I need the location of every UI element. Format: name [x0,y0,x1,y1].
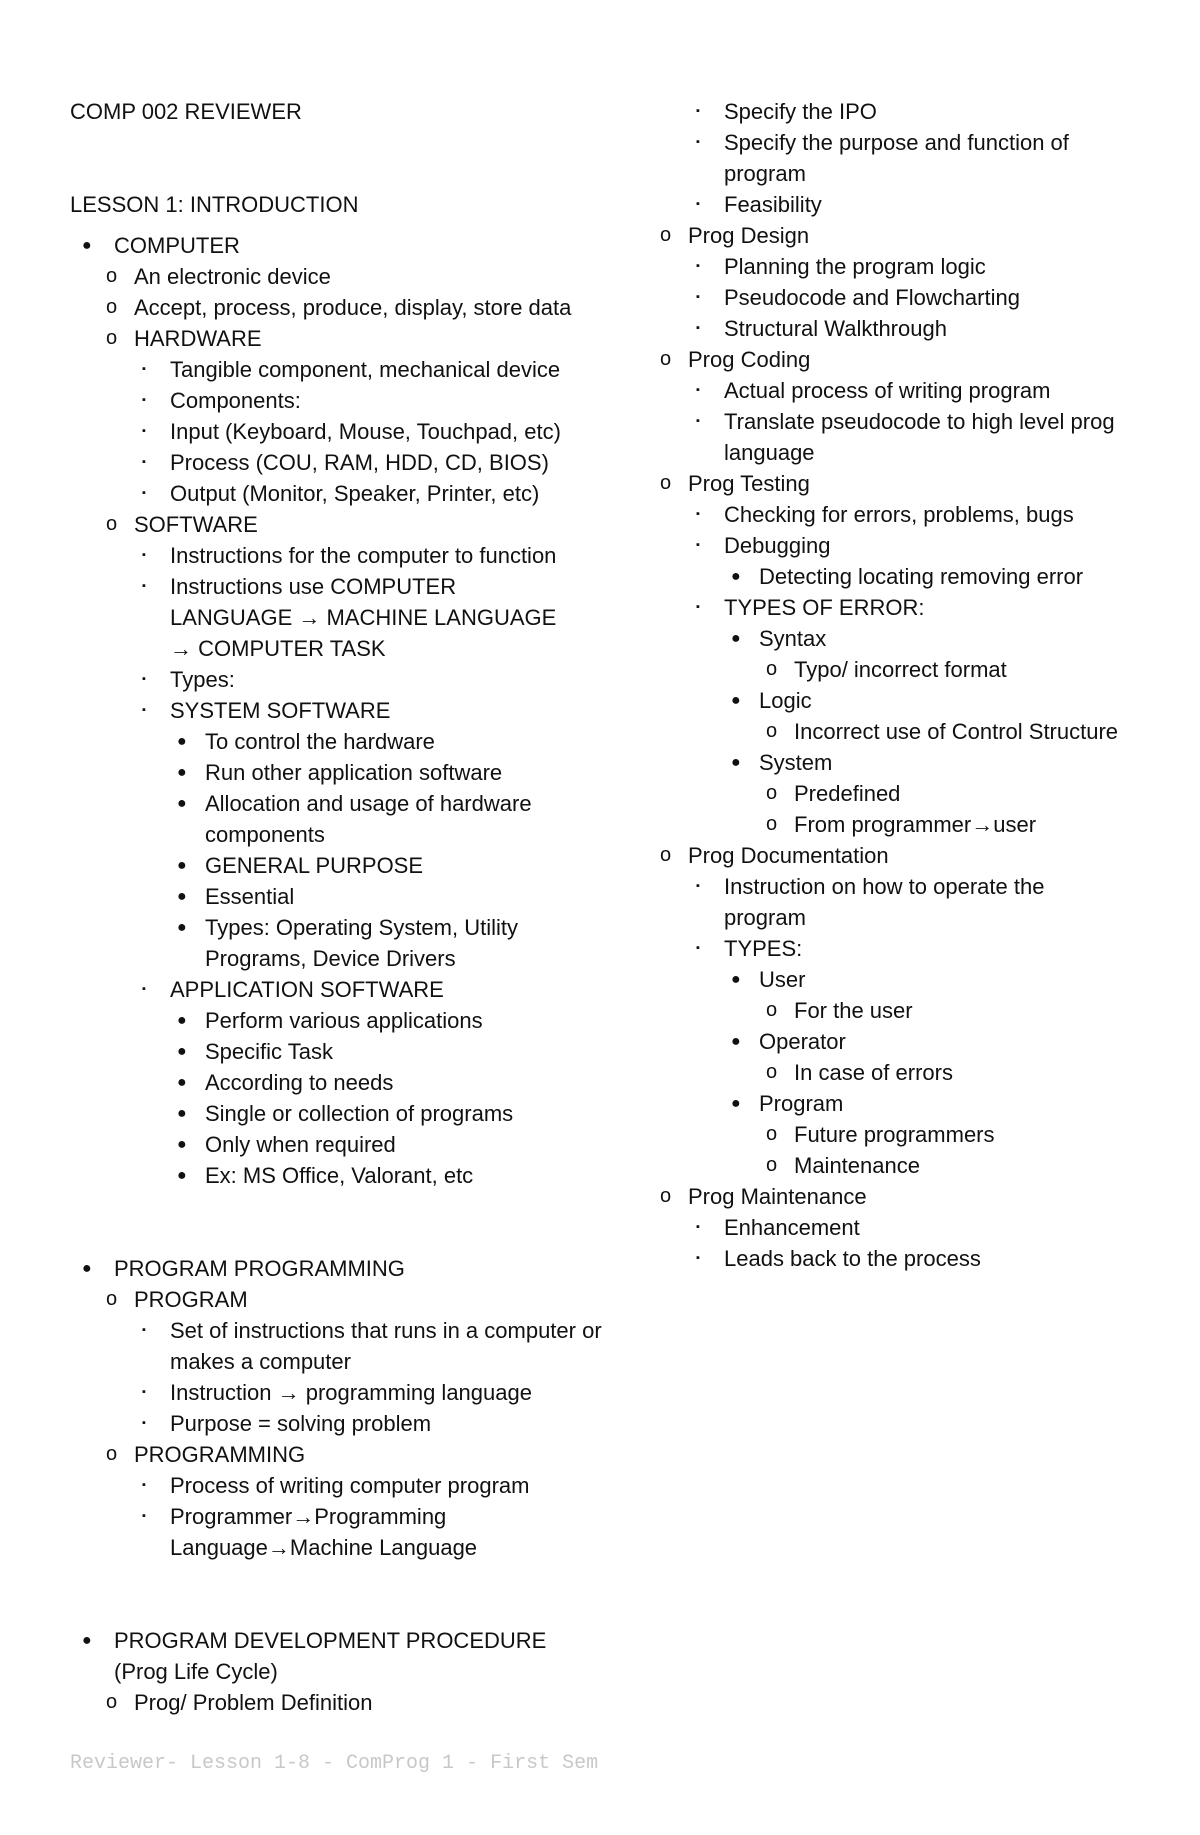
circle-bullet-icon: o [106,327,118,349]
disc-bullet-icon: ● [731,568,741,585]
list-item: ● User [660,964,1160,995]
disc-bullet-icon: ● [177,1136,187,1153]
list-item: ▪ Translate pseudocode to high level prog language [660,406,1144,468]
list-item: ● According to needs [70,1067,610,1098]
list-item: o Predefined [660,778,1160,809]
disc-bullet-icon: ● [82,1632,92,1649]
square-bullet-icon: ▪ [696,105,700,117]
square-bullet-icon: ▪ [142,983,146,995]
disc-bullet-icon: ● [731,692,741,709]
square-bullet-icon: ▪ [696,1252,700,1264]
circle-bullet-icon: o [766,720,778,742]
square-bullet-icon: ▪ [142,704,146,716]
circle-bullet-icon: o [106,513,118,535]
list-item: ▪ Enhancement [660,1212,1160,1243]
circle-bullet-icon: o [660,844,672,866]
list-item: ▪ Tangible component, mechanical device [70,354,610,385]
disc-bullet-icon: ● [177,795,187,812]
list-item: ▪ Instructions for the computer to function [70,540,610,571]
list-item-program: o PROGRAM [70,1284,610,1315]
list-item: o For the user [660,995,1160,1026]
square-bullet-icon: ▪ [142,487,146,499]
list-item: ● GENERAL PURPOSE [70,850,610,881]
list-item: o Maintenance [660,1150,1160,1181]
list-item-prog-maintenance: o Prog Maintenance [660,1181,1160,1212]
list-item: ▪ Instruction on how to operate the program [660,871,1104,933]
disc-bullet-icon: ● [731,630,741,647]
list-item: ▪ Process (COU, RAM, HDD, CD, BIOS) [70,447,610,478]
disc-bullet-icon: ● [82,1260,92,1277]
square-bullet-icon: ▪ [696,322,700,334]
square-bullet-icon: ▪ [142,394,146,406]
disc-bullet-icon: ● [177,1105,187,1122]
list-item-program-development-procedure: ● PROGRAM DEVELOPMENT PROCEDURE (Prog Life Cycle) [70,1625,554,1687]
list-item-prog-coding: o Prog Coding [660,344,1160,375]
square-bullet-icon: ▪ [696,260,700,272]
circle-bullet-icon: o [106,1691,118,1713]
list-item: ▪ Set of instructions that runs in a computer or makes a computer [70,1315,610,1377]
square-bullet-icon: ▪ [142,363,146,375]
list-item: ● Essential [70,881,610,912]
list-item-programming: o PROGRAMMING [70,1439,610,1470]
list-item-hardware: o HARDWARE [70,323,610,354]
circle-bullet-icon: o [766,813,778,835]
square-bullet-icon: ▪ [696,136,700,148]
list-item-software: o SOFTWARE [70,509,610,540]
circle-bullet-icon: o [106,1443,118,1465]
list-item-prog-testing: o Prog Testing [660,468,1160,499]
list-item: ▪ Actual process of writing program [660,375,1160,406]
list-item: ● Allocation and usage of hardware components [70,788,545,850]
circle-bullet-icon: o [660,224,672,246]
square-bullet-icon: ▪ [142,549,146,561]
disc-bullet-icon: ● [177,888,187,905]
list-item: ▪ Checking for errors, problems, bugs [660,499,1160,530]
list-item: o Future programmers [660,1119,1160,1150]
circle-bullet-icon: o [766,999,778,1021]
left-column [70,96,610,1718]
disc-bullet-icon: ● [731,754,741,771]
list-item-types-of-error: ▪ TYPES OF ERROR: [660,592,1160,623]
list-item: ▪ Pseudocode and Flowcharting [660,282,1160,313]
list-item: ▪ Specify the purpose and function of program [660,127,1114,189]
circle-bullet-icon: o [766,1061,778,1083]
square-bullet-icon: ▪ [696,198,700,210]
list-item: ● Program [660,1088,1160,1119]
list-item: ● Syntax [660,623,1160,654]
disc-bullet-icon: ● [177,1043,187,1060]
circle-bullet-icon: o [660,1185,672,1207]
list-item-system-software: ▪ SYSTEM SOFTWARE [70,695,610,726]
list-item: ● Logic [660,685,1160,716]
square-bullet-icon: ▪ [696,291,700,303]
disc-bullet-icon: ● [177,733,187,750]
square-bullet-icon: ▪ [696,508,700,520]
circle-bullet-icon: o [660,472,672,494]
list-item-application-software: ▪ APPLICATION SOFTWARE [70,974,610,1005]
document-title: COMP 002 REVIEWER [70,99,302,124]
list-item: o In case of errors [660,1057,1160,1088]
circle-bullet-icon: o [766,782,778,804]
disc-bullet-icon: ● [82,237,92,254]
square-bullet-icon: ▪ [142,1510,146,1522]
square-bullet-icon: ▪ [696,880,700,892]
list-item-computer: ● COMPUTER [70,230,610,261]
list-item: ▪ Programmer→Programming Language→Machine Language [70,1501,550,1563]
list-item: o Accept, process, produce, display, store data [70,292,610,323]
circle-bullet-icon: o [766,658,778,680]
list-item: ● Single or collection of programs [70,1098,610,1129]
disc-bullet-icon: ● [177,1167,187,1184]
list-item: ▪ Input (Keyboard, Mouse, Touchpad, etc) [70,416,610,447]
square-bullet-icon: ▪ [696,384,700,396]
list-item: ● Operator [660,1026,1160,1057]
list-item: ● Detecting locating removing error [660,561,1160,592]
list-item: ▪ Types: [70,664,610,695]
list-item-program-programming: ● PROGRAM PROGRAMMING [70,1253,610,1284]
list-item-prog-design: o Prog Design [660,220,1160,251]
square-bullet-icon: ▪ [696,539,700,551]
square-bullet-icon: ▪ [696,415,700,427]
circle-bullet-icon: o [766,1154,778,1176]
disc-bullet-icon: ● [177,764,187,781]
square-bullet-icon: ▪ [142,1386,146,1398]
list-item: ▪ Output (Monitor, Speaker, Printer, etc) [70,478,610,509]
page-footer: Reviewer- Lesson 1-8 - ComProg 1 - First Sem [70,1752,599,1775]
list-item: ● Run other application software [70,757,610,788]
right-column [660,96,1160,1274]
list-item: ▪ Components: [70,385,610,416]
list-item: o From programmer→user [660,809,1160,840]
list-item: ● Ex: MS Office, Valorant, etc [70,1160,610,1191]
square-bullet-icon: ▪ [696,601,700,613]
list-item-problem-definition: o Prog/ Problem Definition [70,1687,610,1718]
circle-bullet-icon: o [106,265,118,287]
list-item: ▪ Purpose = solving problem [70,1408,610,1439]
disc-bullet-icon: ● [177,1012,187,1029]
square-bullet-icon: ▪ [696,942,700,954]
list-item: ▪ Feasibility [660,189,1160,220]
list-item: ▪ Instruction → programming language [70,1377,610,1408]
list-item: ● Types: Operating System, Utility Programs, Device Drivers [70,912,545,974]
list-item: ▪ Structural Walkthrough [660,313,1160,344]
circle-bullet-icon: o [660,348,672,370]
disc-bullet-icon: ● [731,1033,741,1050]
list-item: ▪ Leads back to the process [660,1243,1160,1274]
list-item: ● To control the hardware [70,726,610,757]
circle-bullet-icon: o [106,296,118,318]
list-item: ▪ Process of writing computer program [70,1470,610,1501]
list-item: o An electronic device [70,261,610,292]
disc-bullet-icon: ● [177,857,187,874]
list-item: ● System [660,747,1160,778]
square-bullet-icon: ▪ [142,673,146,685]
list-item: ● Only when required [70,1129,610,1160]
circle-bullet-icon: o [106,1288,118,1310]
list-item: ▪ Planning the program logic [660,251,1160,282]
list-item: ▪ Specify the IPO [660,96,1160,127]
square-bullet-icon: ▪ [142,1479,146,1491]
square-bullet-icon: ▪ [142,1324,146,1336]
list-item: ● Perform various applications [70,1005,610,1036]
list-item-prog-documentation: o Prog Documentation [660,840,1160,871]
list-item: ▪ Debugging [660,530,1160,561]
list-item: ● Specific Task [70,1036,610,1067]
square-bullet-icon: ▪ [142,425,146,437]
square-bullet-icon: ▪ [696,1221,700,1233]
list-item: ▪ Instructions use COMPUTER LANGUAGE → MACHINE LANGUAGE → COMPUTER TASK [70,571,560,664]
list-item: ▪ TYPES: [660,933,1160,964]
square-bullet-icon: ▪ [142,456,146,468]
list-item: o Incorrect use of Control Structure [660,716,1160,747]
square-bullet-icon: ▪ [142,580,146,592]
lesson-heading: LESSON 1: INTRODUCTION [70,192,359,217]
list-item: o Typo/ incorrect format [660,654,1160,685]
disc-bullet-icon: ● [731,971,741,988]
disc-bullet-icon: ● [177,919,187,936]
circle-bullet-icon: o [766,1123,778,1145]
disc-bullet-icon: ● [177,1074,187,1091]
disc-bullet-icon: ● [731,1095,741,1112]
square-bullet-icon: ▪ [142,1417,146,1429]
